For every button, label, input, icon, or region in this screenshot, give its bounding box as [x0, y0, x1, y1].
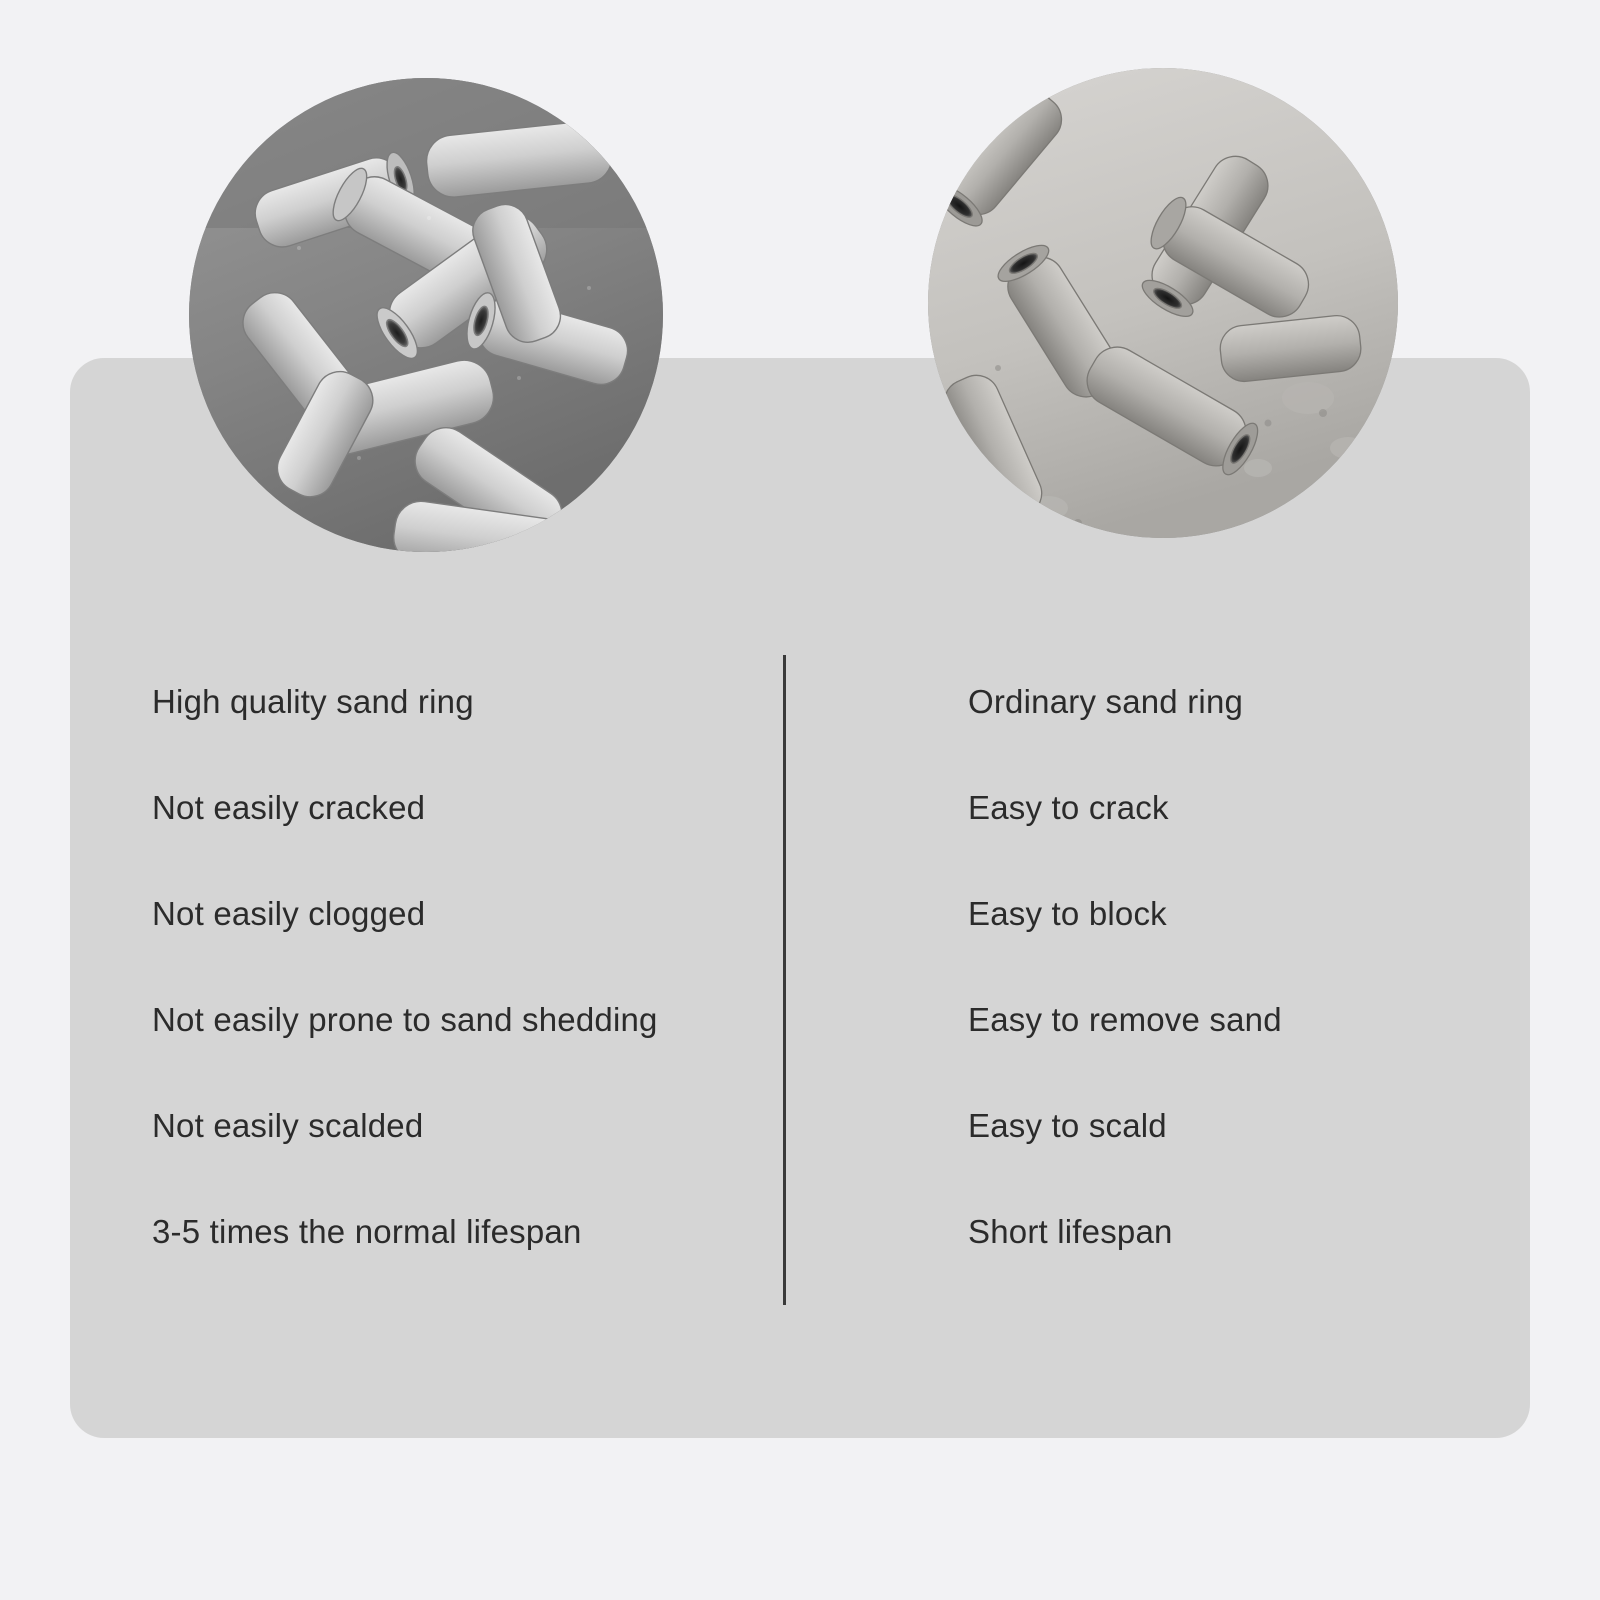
- list-item: [152, 1002, 752, 1108]
- ordinary-item-1: Easy to crack: [968, 789, 1169, 826]
- high-quality-item-1: Not easily cracked: [152, 789, 426, 826]
- ordinary-item-3: Easy to remove sand: [968, 1001, 1282, 1038]
- list-item: [152, 684, 752, 790]
- high-quality-heading: High quality sand ring: [152, 683, 474, 720]
- high-quality-column: [152, 684, 752, 1320]
- list-item: [152, 896, 752, 1002]
- list-item: [152, 1214, 752, 1320]
- high-quality-item-2: Not easily clogged: [152, 895, 426, 932]
- ordinary-heading: Ordinary sand ring: [968, 683, 1244, 720]
- list-item: [968, 1002, 1488, 1108]
- list-item: [968, 790, 1488, 896]
- list-item: [968, 896, 1488, 1002]
- high-quality-item-3: Not easily prone to sand shedding: [152, 1001, 658, 1038]
- ordinary-item-2: Easy to block: [968, 895, 1167, 932]
- high-quality-item-4: Not easily scalded: [152, 1107, 424, 1144]
- ordinary-item-4: Easy to scald: [968, 1107, 1167, 1144]
- high-quality-item-5: 3-5 times the normal lifespan: [152, 1213, 582, 1250]
- ordinary-sand-ring-photo: [928, 68, 1398, 538]
- ordinary-column: [968, 684, 1488, 1320]
- list-item: [152, 1108, 752, 1214]
- high-quality-sand-ring-photo: [189, 78, 663, 552]
- column-divider: [783, 655, 786, 1305]
- list-item: [968, 1108, 1488, 1214]
- list-item: [968, 684, 1488, 790]
- list-item: [968, 1214, 1488, 1320]
- list-item: [152, 790, 752, 896]
- ordinary-item-5: Short lifespan: [968, 1213, 1173, 1250]
